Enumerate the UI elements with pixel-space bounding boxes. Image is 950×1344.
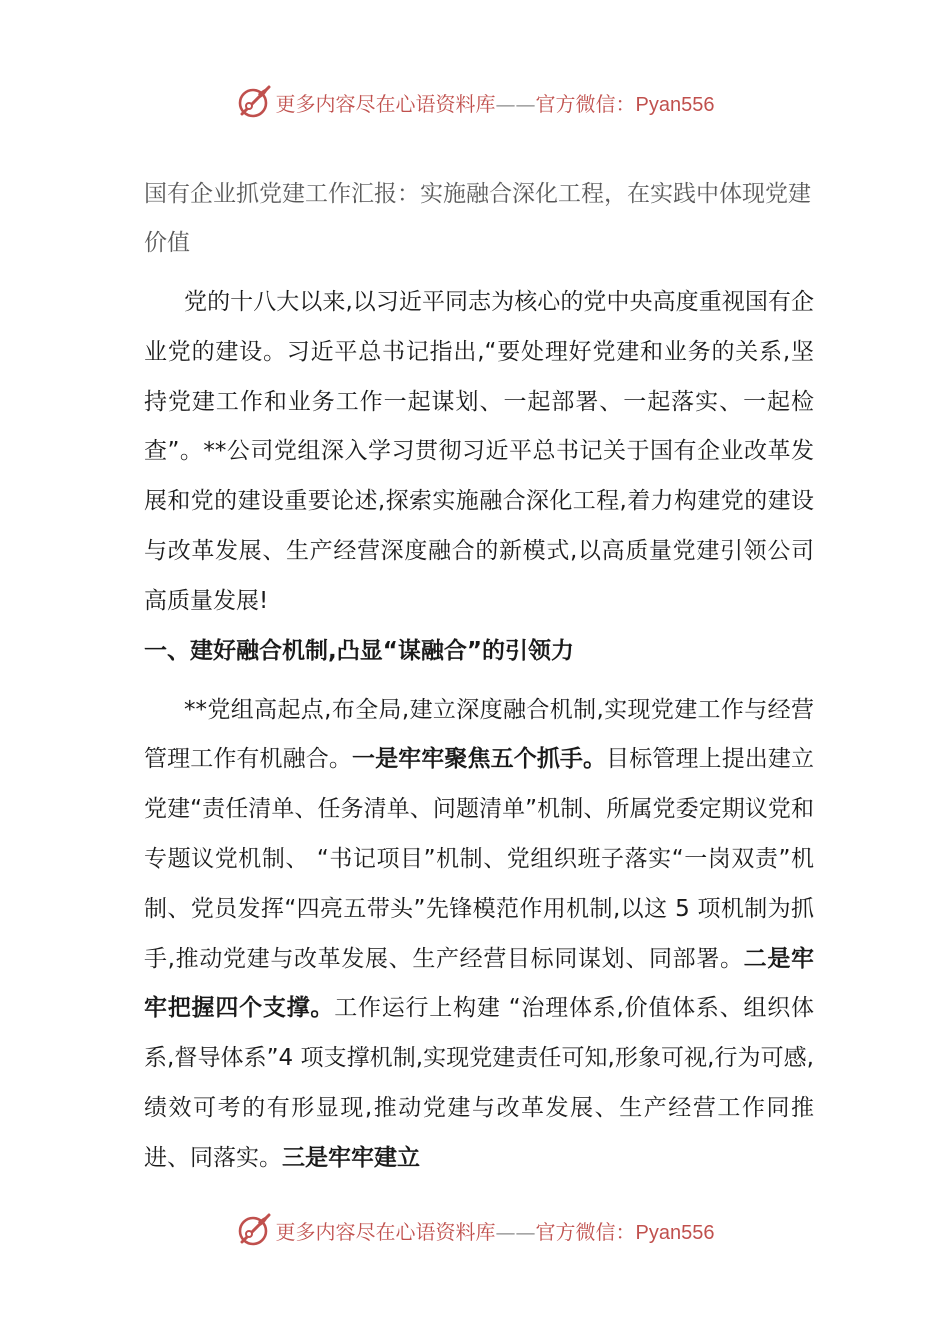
quill-swirl-logo-icon (236, 84, 272, 120)
emphasis-point-2: 二是牢牢把握四个支撑。 (144, 945, 815, 1022)
intro-paragraph: 党的十八大以来,以习近平同志为核心的党中央高度重视国有企业党的建设。习近平总书记指出,“要处理好党建和业务的关系,坚持党建工作和业务工作一起谋划、一起部署、一起落实、一起检查”。**公司党组深入学习贯彻习近平总书记关于国有企业改革发展和党的建设重要论述,探索实施融合深化工程,着力构建党的建设与改革发展、生产经营深度融合的新模式,以高质量党建引领公司高质量发展! (144, 289, 814, 614)
watermark-text: 更多内容尽在心语资料库——官方微信：Pyan556 (275, 1219, 715, 1244)
section-heading: 一、建好融合机制,凸显“谋融合”的引领力 (144, 637, 574, 664)
document-body (144, 170, 814, 1184)
footer-watermark (0, 1210, 950, 1250)
watermark-text: 更多内容尽在心语资料库——官方微信：Pyan556 (275, 91, 715, 116)
emphasis-point-1: 一是牢牢聚焦五个抓手。 (351, 746, 607, 773)
header-watermark (0, 82, 950, 122)
section-paragraph: **党组高起点,布全局,建立深度融合机制,实现党建工作与经营管理工作有机融合。一是牢牢聚焦五个抓手。目标管理上提出建立党建“责任清单、任务清单、问题清单”机制、所属党委定期议党和专题议党机制、 “书记项目”机制、党组织班子落实“一岗双责”机制、党员发挥“四亮五带头”先锋模范作用机制,以这 5 项机制为抓手,推动党建与改革发展、生产经营目标同谋划、同部署。二是牢牢把握四个支撑。工作运行上构建 “治理体系,价值体系、组织体系,督导体系”4 项支撑机制,实现党建责任可知,形象可视,行为可感,绩效可考的有形显现,推动党建与改革发展、生产经营工作同推进、同落实。三是牢牢建立 (144, 696, 815, 1171)
document-title: 国有企业抓党建工作汇报：实施融合深化工程，在实践中体现党建价值 (144, 181, 811, 256)
quill-swirl-logo-icon (236, 1212, 272, 1248)
emphasis-point-3: 三是牢牢建立 (282, 1144, 420, 1171)
